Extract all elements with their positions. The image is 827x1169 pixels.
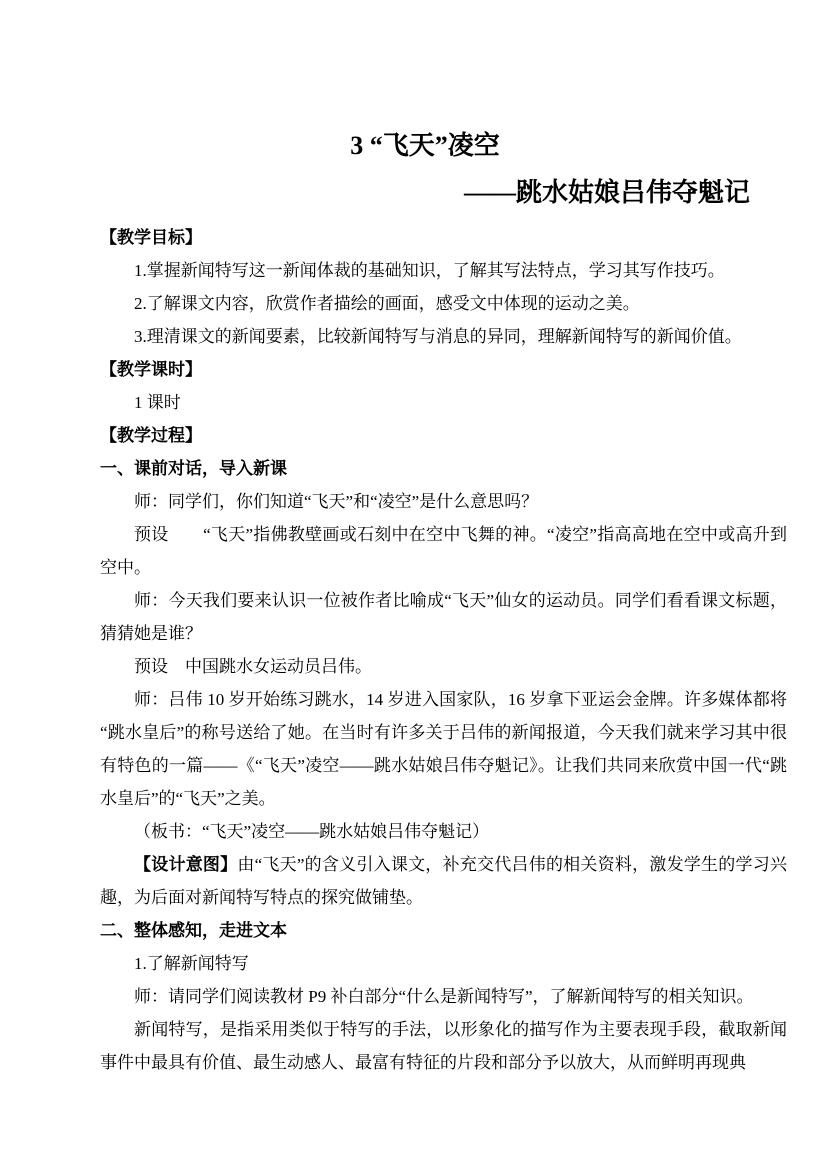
- section-heading: 二、整体感知，走进文本: [100, 921, 287, 940]
- section-heading: 一、课前对话，导入新课: [100, 459, 287, 478]
- paragraph: 预设 “飞天”指佛教壁画或石刻中在空中飞舞的神。“凌空”指高高地在空中或高升到空中。: [100, 525, 787, 577]
- bracket-heading: 【教学过程】: [100, 426, 202, 445]
- paragraph: 新闻特写，是指采用类似于特写的手法，以形象化的描写作为主要表现手段，截取新闻事件中最具有价值、最生动感人、最富有特征的片段和部分予以放大，从而鲜明再现典: [100, 1020, 787, 1072]
- paragraph: 师：同学们，你们知道“飞天”和“凌空”是什么意思吗？: [134, 492, 539, 511]
- bracket-heading: 【教学课时】: [100, 360, 202, 379]
- document-title-block: [0, 0, 827, 216]
- bracket-heading: 【教学目标】: [100, 228, 202, 247]
- paragraph: 1 课时: [134, 393, 181, 412]
- paragraph: 1.了解新闻特写: [134, 954, 249, 973]
- paragraph: 师：吕伟 10 岁开始练习跳水，14 岁进入国家队，16 岁拿下亚运会金牌。许多媒体都将“跳水皇后”的称号送给了她。在当时有许多关于吕伟的新闻报道，今天我们就来学习其中很有特色的一篇——《“飞天”凌空——跳水姑娘吕伟夺魁记》。让我们共同来欣赏中国一代“跳水皇后”的“飞天”之美。: [100, 690, 787, 808]
- paragraph: 师：今天我们要来认识一位被作者比喻成“飞天”仙女的运动员。同学们看看课文标题，猜猜她是谁？: [100, 591, 787, 643]
- paragraph-text: 由“飞天”的含义引入课文，补充交代吕伟的相关资料，激发学生的学习兴趣，为后面对新闻特写特点的探究做铺垫。: [100, 855, 787, 907]
- paragraph: 预设 中国跳水女运动员吕伟。: [134, 657, 372, 676]
- document-title: 3 “飞天”凌空: [350, 131, 500, 160]
- paragraph: [100, 848, 787, 914]
- paragraph: 2.了解课文内容，欣赏作者描绘的画面，感受文中体现的运动之美。: [134, 294, 640, 313]
- paragraph: （板书：“飞天”凌空——跳水姑娘吕伟夺魁记）: [134, 822, 490, 841]
- document-body: [0, 216, 827, 1079]
- paragraph: 3.理清课文的新闻要素，比较新闻特写与消息的异同，理解新闻特写的新闻价值。: [134, 327, 742, 346]
- document-subtitle: ——跳水姑娘吕伟夺魁记: [463, 178, 750, 207]
- paragraph: 师：请同学们阅读教材 P9 补白部分“什么是新闻特写”，了解新闻特写的相关知识。: [134, 987, 754, 1006]
- paragraph: 1.掌握新闻特写这一新闻体裁的基础知识，了解其写法特点，学习其写作技巧。: [134, 261, 725, 280]
- design-intent-label: 【设计意图】: [134, 855, 238, 874]
